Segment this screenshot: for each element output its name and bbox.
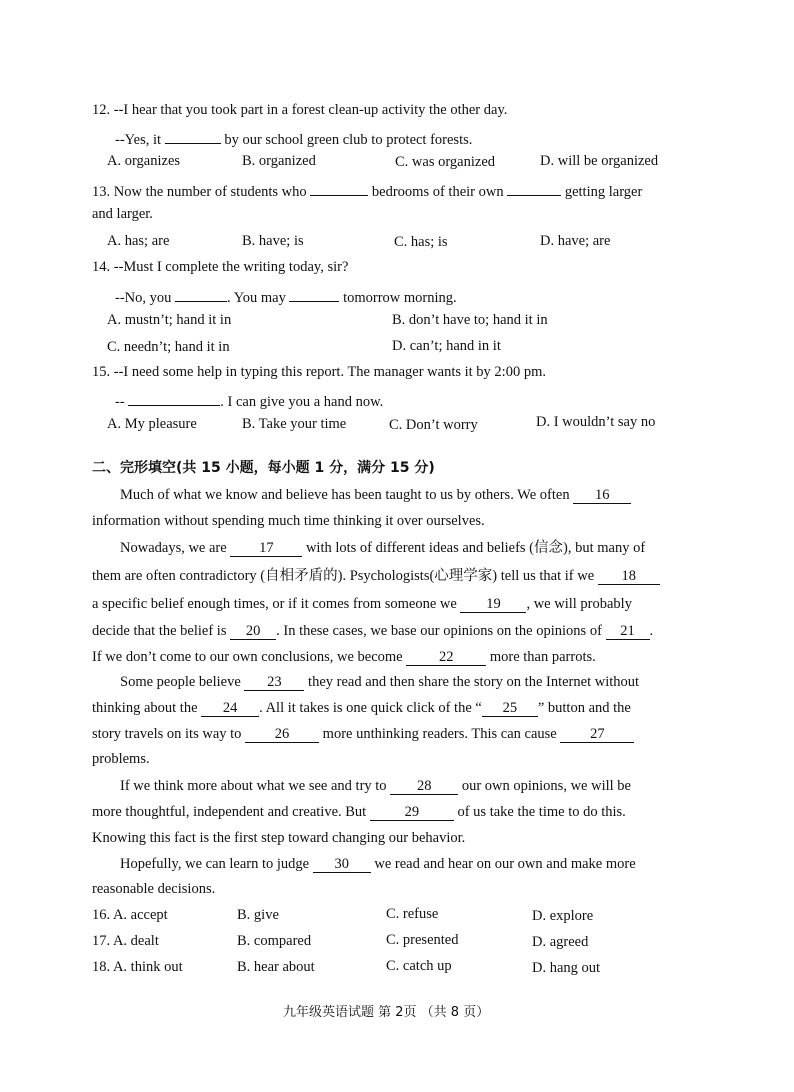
question-14-reply: --No, you . You may tomorrow morning. <box>115 285 457 307</box>
passage-line: reasonable decisions. <box>92 881 216 897</box>
q16-option-c: C. refuse <box>386 906 439 922</box>
passage-line: decide that the belief is 20 . In these cases, we base our opinions on the opinions of 21 . <box>92 623 654 639</box>
answer-blank <box>310 179 368 196</box>
passage-line: Hopefully, we can learn to judge 30 we read and hear on our own and make more <box>120 856 636 872</box>
passage-line: them are often contradictory (自相矛盾的). Psychologists(心理学家) tell us that if we 18 <box>92 567 660 585</box>
q15-option-d: D. I wouldn’t say no <box>536 414 656 430</box>
q13-option-d: D. have; are <box>540 233 611 249</box>
cloze-blank-29: 29 <box>370 804 454 821</box>
q13-option-c: C. has; is <box>394 234 448 250</box>
cloze-blank-26: 26 <box>245 726 319 743</box>
cloze-blank-20: 20 <box>230 623 276 640</box>
q15-option-b: B. Take your time <box>242 416 347 432</box>
cloze-blank-28: 28 <box>390 778 458 795</box>
q13-option-a: A. has; are <box>107 233 170 249</box>
cloze-blank-18: 18 <box>598 568 660 585</box>
passage-line: more thoughtful, independent and creative. But 29 of us take the time to do this. <box>92 804 626 820</box>
cloze-blank-21: 21 <box>606 623 650 640</box>
q18-option-c: C. catch up <box>386 958 452 974</box>
q14-option-b: B. don’t have to; hand it in <box>392 312 548 328</box>
answer-blank <box>289 285 339 302</box>
passage-line: If we think more about what we see and try to 28 our own opinions, we will be <box>120 778 631 794</box>
q12-option-d: D. will be organized <box>540 153 659 169</box>
passage-line: If we don’t come to our own conclusions, we become 22 more than parrots. <box>92 649 596 665</box>
passage-line: Knowing this fact is the first step toward changing our behavior. <box>92 830 466 846</box>
q14-option-a: A. mustn’t; hand it in <box>107 312 232 328</box>
passage-line: thinking about the 24 . All it takes is one quick click of the “ 25 ” button and the <box>92 700 631 716</box>
cloze-blank-22: 22 <box>406 649 486 666</box>
q18-option-a: 18. A. think out <box>92 959 183 975</box>
question-12-stem: 12. --I hear that you took part in a forest clean-up activity the other day. <box>92 102 508 118</box>
passage-line: a specific belief enough times, or if it comes from someone we 19 , we will probably <box>92 596 632 612</box>
q16-option-b: B. give <box>237 907 279 923</box>
answer-blank <box>175 285 227 302</box>
q17-option-b: B. compared <box>237 933 312 949</box>
q17-option-a: 17. A. dealt <box>92 933 159 949</box>
page-footer: 九年级英语试题 第 2页 （共 8 页） <box>283 1005 490 1020</box>
cloze-blank-25: 25 <box>482 700 538 717</box>
passage-line: problems. <box>92 751 150 767</box>
cloze-blank-24: 24 <box>201 700 259 717</box>
cloze-blank-19: 19 <box>460 596 526 613</box>
q16-option-a: 16. A. accept <box>92 907 168 923</box>
q14-option-d: D. can’t; hand in it <box>392 338 501 354</box>
cloze-blank-27: 27 <box>560 726 634 743</box>
question-15-reply: -- . I can give you a hand now. <box>115 389 383 411</box>
cloze-blank-17: 17 <box>230 540 302 557</box>
q18-option-d: D. hang out <box>532 960 601 976</box>
q18-option-b: B. hear about <box>237 959 315 975</box>
question-15-stem: 15. --I need some help in typing this report. The manager wants it by 2:00 pm. <box>92 364 546 380</box>
cloze-blank-23: 23 <box>244 674 304 691</box>
answer-blank <box>507 179 561 196</box>
q12-option-c: C. was organized <box>395 154 495 170</box>
section-heading-cloze: 二、完形填空(共 15 小题，每小题 1 分，满分 15 分) <box>92 460 435 476</box>
cloze-blank-30: 30 <box>313 856 371 873</box>
q17-option-c: C. presented <box>386 932 459 948</box>
question-14-stem: 14. --Must I complete the writing today, sir? <box>92 259 349 275</box>
passage-line: Much of what we know and believe has been taught to us by others. We often 16 <box>120 486 631 504</box>
question-13-stem: 13. Now the number of students who bedrooms of their own getting larger <box>92 179 642 201</box>
question-13-stem-cont: and larger. <box>92 206 153 222</box>
q12-option-a: A. organizes <box>107 153 181 169</box>
question-12-reply: --Yes, it by our school green club to protect forests. <box>115 127 472 149</box>
q15-option-c: C. Don’t worry <box>389 417 478 433</box>
answer-blank <box>128 389 220 406</box>
q12-option-b: B. organized <box>242 153 316 169</box>
q17-option-d: D. agreed <box>532 934 589 950</box>
q15-option-a: A. My pleasure <box>107 416 197 432</box>
q13-option-b: B. have; is <box>242 233 304 249</box>
passage-line: Some people believe 23 they read and then share the story on the Internet without <box>120 674 640 690</box>
passage-line: story travels on its way to 26 more unthinking readers. This can cause 27 <box>92 725 634 743</box>
passage-line: Nowadays, we are 17 with lots of different ideas and beliefs (信念), but many of <box>120 540 646 556</box>
q16-option-d: D. explore <box>532 908 594 924</box>
q14-option-c: C. needn’t; hand it in <box>107 339 230 355</box>
passage-line: information without spending much time thinking it over ourselves. <box>92 513 485 529</box>
cloze-blank-16: 16 <box>573 487 631 504</box>
answer-blank <box>165 127 221 144</box>
